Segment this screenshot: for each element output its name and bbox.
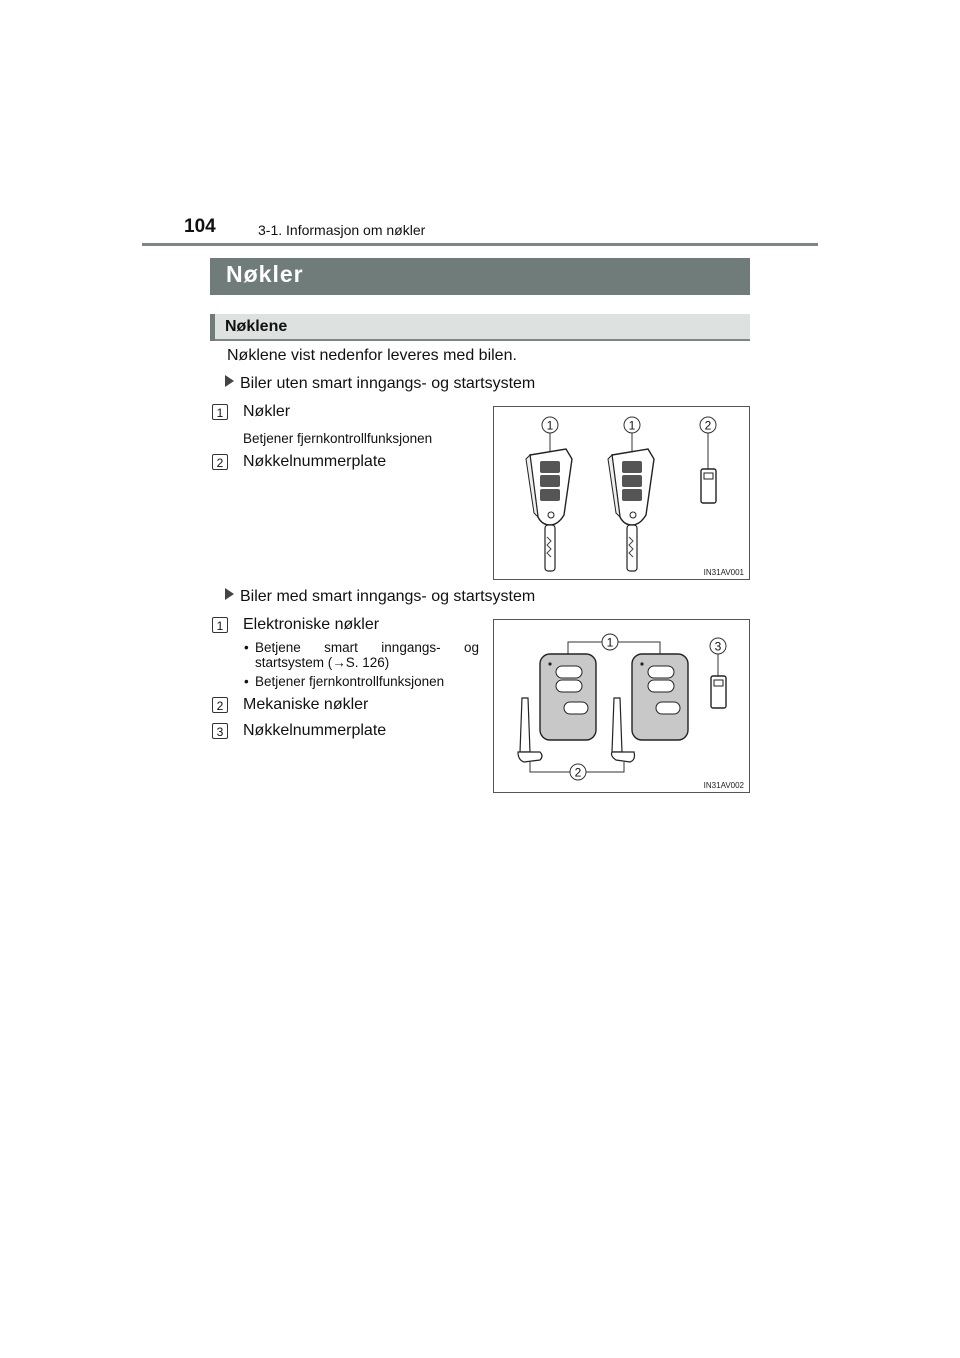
figure-code: IN31AV001	[703, 568, 744, 577]
callout-label: 1	[628, 418, 636, 433]
intro-text: Nøklene vist nedenfor leveres med bilen.	[227, 347, 517, 364]
case1-heading	[225, 375, 535, 393]
case2-item-label: Elektroniske nøkler	[243, 616, 380, 633]
callout-label: 1	[546, 418, 554, 433]
mechanical-key-icon	[518, 698, 542, 762]
callout-label: 1	[606, 635, 614, 650]
bullet-text: Betjener fjernkontrollfunksjonen	[255, 674, 445, 689]
bullet-text: Betjene smart inngangs- og startsystem (→S. 126)	[255, 640, 479, 670]
item-number-badge: 2	[212, 454, 228, 470]
case2-item-label: Mekaniske nøkler	[243, 696, 369, 713]
remote-key-icon	[526, 449, 572, 571]
case1-heading-text: Biler uten smart inngangs- og startsystem	[240, 375, 536, 392]
page-title: Nøkler	[226, 261, 304, 287]
case2-item-label: Nøkkelnummerplate	[243, 722, 387, 739]
callout-2	[700, 417, 716, 469]
figure-keys-with-smart-system	[493, 619, 750, 793]
item-number-badge: 3	[212, 723, 228, 739]
case2-heading	[225, 588, 535, 606]
smart-key-illustration	[494, 620, 749, 792]
key-illustration	[494, 407, 749, 579]
subtitle-bar	[210, 314, 750, 341]
callout-1	[568, 634, 660, 654]
bullet-dot: •	[244, 674, 249, 689]
case1-item-label: Nøkkelnummerplate	[243, 453, 387, 470]
triangle-bullet-icon	[225, 588, 234, 600]
bullet-dot: •	[244, 640, 249, 655]
callout-2	[530, 762, 624, 780]
callout-label: 3	[714, 639, 722, 654]
remote-key-icon	[608, 449, 654, 571]
case2-bullet	[243, 640, 479, 670]
case1-item-label: Nøkler	[243, 403, 291, 420]
key-number-plate-icon	[711, 676, 726, 708]
callout-label: 2	[574, 765, 582, 780]
callout-1	[542, 417, 558, 455]
callout-3	[710, 638, 726, 676]
case2-bullet	[243, 674, 479, 689]
page-number: 104	[184, 216, 216, 237]
triangle-bullet-icon	[225, 375, 234, 387]
case2-heading-text: Biler med smart inngangs- og startsystem	[240, 588, 536, 605]
case1-item-note: Betjener fjernkontrollfunksjonen	[243, 431, 433, 446]
key-number-plate-icon	[701, 469, 716, 503]
callout-label: 2	[704, 418, 712, 433]
header-divider	[142, 243, 818, 246]
smart-key-icon	[540, 654, 596, 740]
item-number-badge: 2	[212, 697, 228, 713]
figure-code: IN31AV002	[703, 781, 744, 790]
figure-keys-without-smart-system	[493, 406, 750, 580]
subtitle: Nøklene	[225, 318, 288, 335]
subtitle-accent	[210, 314, 215, 341]
item-number-badge: 1	[212, 404, 228, 420]
section-reference: 3-1. Informasjon om nøkler	[258, 222, 426, 238]
mechanical-key-icon	[612, 698, 635, 762]
item-number-badge: 1	[212, 617, 228, 633]
smart-key-icon	[632, 654, 688, 740]
callout-1b	[624, 417, 640, 455]
